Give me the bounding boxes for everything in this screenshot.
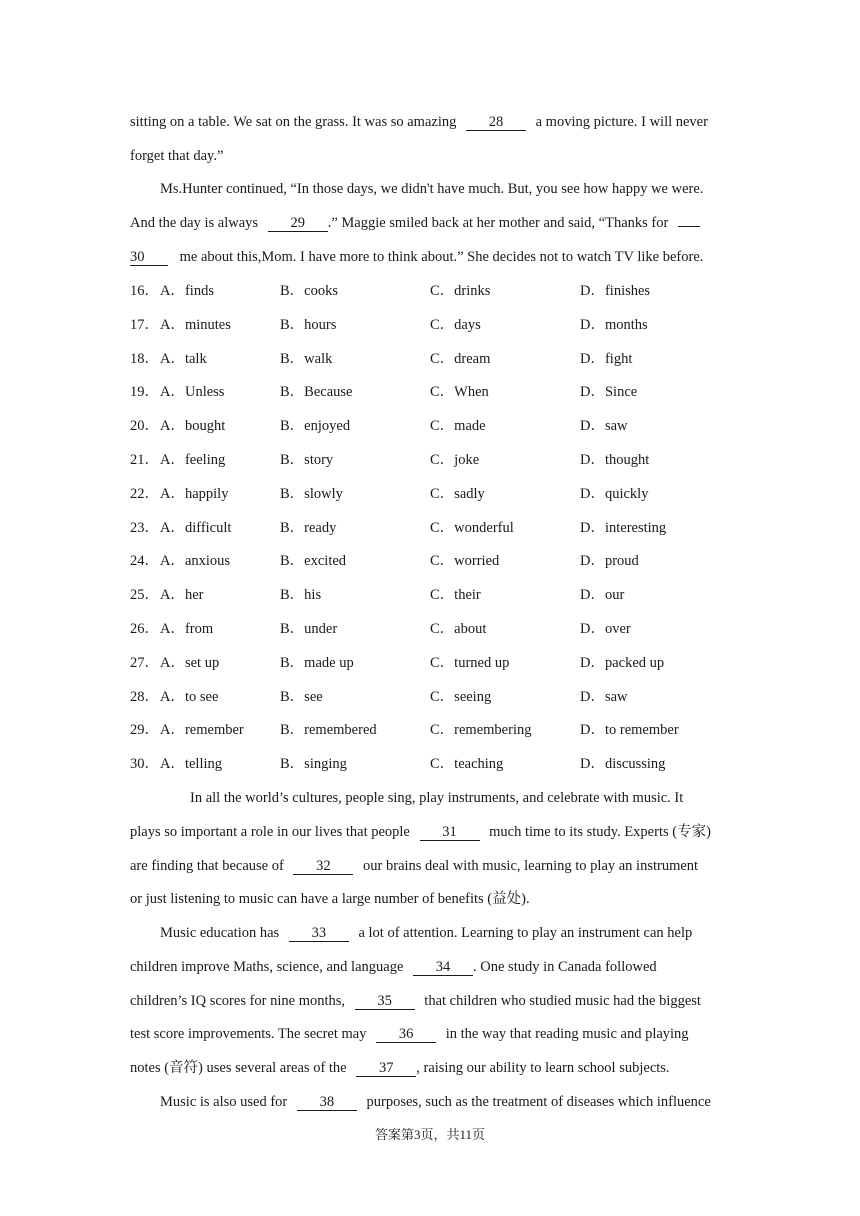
question-row bbox=[130, 551, 750, 571]
question-row bbox=[130, 281, 750, 301]
option-c: C．made bbox=[430, 418, 486, 434]
passage-line bbox=[190, 788, 800, 808]
option-c: C．days bbox=[430, 317, 481, 333]
question-row bbox=[130, 754, 750, 774]
text: And the day is always bbox=[130, 215, 259, 231]
option-d: D．quickly bbox=[580, 486, 649, 502]
question-row bbox=[130, 585, 750, 605]
option-a: A．finds bbox=[160, 283, 214, 299]
option-a: A．from bbox=[160, 621, 214, 637]
passage-line bbox=[130, 889, 740, 909]
answer-blank: 33 bbox=[289, 925, 349, 942]
text: Music is also used for bbox=[160, 1094, 288, 1110]
answer-blank: 32 bbox=[293, 858, 353, 875]
text: much time to its study. Experts (专家) bbox=[489, 824, 711, 840]
text: test score improvements. The secret may bbox=[130, 1026, 367, 1042]
answer-blank: 34 bbox=[413, 959, 473, 976]
text: forget that day.” bbox=[130, 148, 224, 164]
answer-blank: 35 bbox=[355, 993, 415, 1010]
text: Ms.Hunter continued, “In those days, we didn't have much. But, you see how happy we were. bbox=[160, 181, 704, 197]
question-number: 21． bbox=[130, 452, 159, 468]
question-number: 19． bbox=[130, 384, 159, 400]
option-b: B．walk bbox=[280, 351, 333, 367]
passage-line bbox=[130, 957, 740, 977]
text: . One study in Canada followed bbox=[473, 959, 657, 975]
question-row bbox=[130, 450, 750, 470]
question-number: 23． bbox=[130, 520, 159, 536]
option-a: A．happily bbox=[160, 486, 229, 502]
option-d: D．finishes bbox=[580, 283, 651, 299]
text: purposes, such as the treatment of diseases which influence bbox=[366, 1094, 711, 1110]
option-c: C．about bbox=[430, 621, 487, 637]
option-b: B．see bbox=[280, 689, 323, 705]
question-row bbox=[130, 720, 750, 740]
question-number: 29． bbox=[130, 722, 159, 738]
answer-blank: 28 bbox=[466, 114, 526, 131]
option-b: B．enjoyed bbox=[280, 418, 351, 434]
option-d: D．interesting bbox=[580, 520, 667, 536]
option-a: A．Unless bbox=[160, 384, 225, 400]
passage-line bbox=[160, 179, 770, 199]
text: in the way that reading music and playing bbox=[445, 1026, 689, 1042]
option-d: D．discussing bbox=[580, 756, 666, 772]
question-number: 27． bbox=[130, 655, 159, 671]
option-b: B．hours bbox=[280, 317, 337, 333]
option-c: C．dream bbox=[430, 351, 491, 367]
option-b: B．ready bbox=[280, 520, 337, 536]
option-b: B．slowly bbox=[280, 486, 343, 502]
option-c: C．drinks bbox=[430, 283, 491, 299]
question-number: 28． bbox=[130, 689, 159, 705]
option-c: C．When bbox=[430, 384, 489, 400]
option-d: D．proud bbox=[580, 553, 639, 569]
passage-line bbox=[130, 1024, 740, 1044]
passage-line bbox=[130, 856, 740, 876]
text: me about this,Mom. I have more to think about.” She decides not to watch TV like before. bbox=[179, 249, 704, 265]
option-d: D．packed up bbox=[580, 655, 665, 671]
text: plays so important a role in our lives that people bbox=[130, 824, 410, 840]
answer-blank: 37 bbox=[356, 1060, 416, 1077]
option-c: C．their bbox=[430, 587, 481, 603]
option-d: D．to remember bbox=[580, 722, 679, 738]
passage-line bbox=[130, 822, 740, 842]
question-row bbox=[130, 349, 750, 369]
text: , raising our ability to learn school subjects. bbox=[416, 1060, 670, 1076]
text: .” Maggie smiled back at her mother and said, “Thanks for bbox=[327, 215, 669, 231]
option-a: A．remember bbox=[160, 722, 244, 738]
option-d: D．fight bbox=[580, 351, 633, 367]
option-b: B．excited bbox=[280, 553, 347, 569]
text: children improve Maths, science, and language bbox=[130, 959, 404, 975]
passage-line bbox=[130, 247, 740, 267]
question-row bbox=[130, 416, 750, 436]
passage-line bbox=[160, 923, 770, 943]
answer-blank: 36 bbox=[376, 1026, 436, 1043]
passage-line bbox=[130, 112, 740, 132]
option-b: B．singing bbox=[280, 756, 347, 772]
question-row bbox=[130, 619, 750, 639]
option-a: A．minutes bbox=[160, 317, 231, 333]
answer-blank: 38 bbox=[297, 1094, 357, 1111]
option-a: A．set up bbox=[160, 655, 220, 671]
question-number: 20． bbox=[130, 418, 159, 434]
option-a: A．telling bbox=[160, 756, 223, 772]
passage-line bbox=[130, 213, 740, 233]
option-d: D．saw bbox=[580, 418, 628, 434]
option-d: D．saw bbox=[580, 689, 628, 705]
option-a: A．talk bbox=[160, 351, 207, 367]
text: In all the world’s cultures, people sing, play instruments, and celebrate with music. It bbox=[190, 790, 684, 806]
option-b: B．story bbox=[280, 452, 334, 468]
question-row bbox=[130, 518, 750, 538]
option-a: A．bought bbox=[160, 418, 226, 434]
passage-line bbox=[160, 1092, 770, 1112]
text: children’s IQ scores for nine months, bbox=[130, 993, 346, 1009]
option-d: D．Since bbox=[580, 384, 638, 400]
question-number: 18． bbox=[130, 351, 159, 367]
question-number: 16． bbox=[130, 283, 159, 299]
option-b: B．remembered bbox=[280, 722, 377, 738]
option-b: B．his bbox=[280, 587, 322, 603]
text: sitting on a table. We sat on the grass. It was so amazing bbox=[130, 114, 457, 130]
option-b: B．cooks bbox=[280, 283, 338, 299]
question-number: 26． bbox=[130, 621, 159, 637]
answer-blank: 29 bbox=[268, 215, 328, 232]
text: our brains deal with music, learning to play an instrument bbox=[363, 858, 699, 874]
option-b: B．under bbox=[280, 621, 338, 637]
option-c: C．seeing bbox=[430, 689, 492, 705]
option-a: A．difficult bbox=[160, 520, 232, 536]
text: notes (音符) uses several areas of the bbox=[130, 1060, 347, 1076]
text: a moving picture. I will never bbox=[535, 114, 708, 130]
question-number: 22． bbox=[130, 486, 159, 502]
question-row bbox=[130, 382, 750, 402]
option-c: C．teaching bbox=[430, 756, 504, 772]
option-c: C．sadly bbox=[430, 486, 485, 502]
passage-line bbox=[130, 146, 740, 166]
question-row bbox=[130, 687, 750, 707]
option-c: C．wonderful bbox=[430, 520, 514, 536]
option-d: D．over bbox=[580, 621, 631, 637]
text: or just listening to music can have a large number of benefits (益处). bbox=[130, 891, 530, 907]
option-a: A．her bbox=[160, 587, 204, 603]
text: Music education has bbox=[160, 925, 280, 941]
question-number: 30． bbox=[130, 756, 159, 772]
option-b: B．Because bbox=[280, 384, 353, 400]
answer-blank: 30 bbox=[130, 249, 168, 266]
page-footer: 答案第3页，共11页 bbox=[374, 1127, 486, 1142]
question-number: 17． bbox=[130, 317, 159, 333]
question-row bbox=[130, 484, 750, 504]
passage-line bbox=[130, 1058, 740, 1078]
option-d: D．months bbox=[580, 317, 648, 333]
question-number: 24． bbox=[130, 553, 159, 569]
option-b: B．made up bbox=[280, 655, 354, 671]
passage-line bbox=[130, 991, 740, 1011]
option-c: C．joke bbox=[430, 452, 480, 468]
option-c: C．turned up bbox=[430, 655, 510, 671]
text: are finding that because of bbox=[130, 858, 284, 874]
text: that children who studied music had the biggest bbox=[424, 993, 701, 1009]
option-c: C．worried bbox=[430, 553, 500, 569]
option-a: A．to see bbox=[160, 689, 219, 705]
option-a: A．anxious bbox=[160, 553, 231, 569]
question-row bbox=[130, 315, 750, 335]
option-c: C．remembering bbox=[430, 722, 532, 738]
text: a lot of attention. Learning to play an instrument can help bbox=[358, 925, 693, 941]
answer-blank-tail bbox=[678, 226, 700, 227]
answer-blank: 31 bbox=[420, 824, 480, 841]
question-number: 25． bbox=[130, 587, 159, 603]
option-d: D．thought bbox=[580, 452, 650, 468]
option-d: D．our bbox=[580, 587, 625, 603]
option-a: A．feeling bbox=[160, 452, 226, 468]
question-row bbox=[130, 653, 750, 673]
